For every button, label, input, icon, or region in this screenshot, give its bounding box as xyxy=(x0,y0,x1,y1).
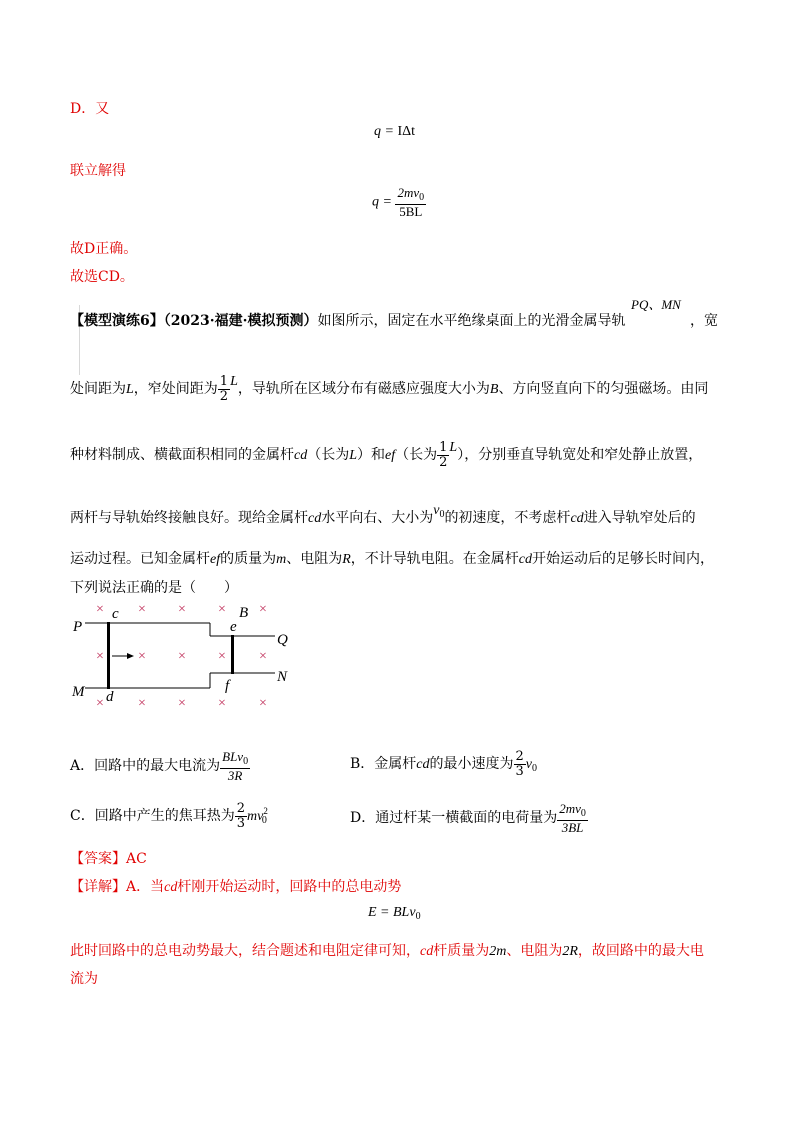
label-d: d xyxy=(106,689,114,705)
label-e: e xyxy=(230,619,237,635)
label-f: f xyxy=(225,678,230,694)
joint-solve-text: 联立解得 xyxy=(70,163,126,179)
velocity-arrowhead xyxy=(127,653,134,659)
problem-source: （2023·福建·模拟预测） xyxy=(163,313,318,329)
problem-line-6: 下列说法正确的是（ ） xyxy=(70,580,238,596)
problem-line-1-end: ，宽 xyxy=(690,313,718,329)
field-mark: × xyxy=(178,649,186,664)
field-mark: × xyxy=(178,696,186,711)
field-mark: × xyxy=(96,649,104,664)
solution-line-d: D．又 xyxy=(70,101,110,117)
rail-circuit-figure xyxy=(70,598,300,718)
field-mark: × xyxy=(96,696,104,711)
field-mark: × xyxy=(138,696,146,711)
problem-line-3: 种材料制成、横截面积相同的金属杆cd（长为L）和ef（长为 $\frac{1}{2}$ L），分别垂直导轨宽处和窄处静止放置， xyxy=(70,439,703,470)
label-n: N xyxy=(277,669,288,685)
conclusion-cd: 故选CD。 xyxy=(70,269,134,285)
equation-charge-result: q = $\frac{2mv_0}{5BL}$ xyxy=(372,185,425,219)
problem-line-4: 两杆与导轨始终接触良好。现给金属杆cd水平向右、大小为$v_0$的初速度，不考虑杆cd进入导轨窄处后的 xyxy=(70,503,696,526)
option-c[interactable]: C．回路中产生的焦耳热为 $\frac{2}{3}$ $mv^2_0$ xyxy=(70,801,268,831)
option-d[interactable]: D．通过杆某一横截面的电荷量为 $\frac{2mv_0}{3BL}$ xyxy=(350,801,586,835)
answer-label: 【答案】AC xyxy=(70,851,147,867)
field-mark: × xyxy=(96,602,104,617)
field-mark: × xyxy=(218,649,226,664)
label-m: M xyxy=(72,684,85,700)
rod-ef xyxy=(231,635,234,674)
problem-line-5: 运动过程。已知金属杆ef的质量为m、电阻为R，不计导轨电阻。在金属杆cd开始运动后的足够长时间内， xyxy=(70,551,715,567)
problem-line-1: 【模型演练6】（2023·福建·模拟预测）如图所示，固定在水平绝缘桌面上的光滑金属导轨 xyxy=(70,313,626,329)
rails-label: PQ、MN xyxy=(631,297,681,312)
label-q: Q xyxy=(277,632,288,648)
field-mark: × xyxy=(138,602,146,617)
detail-paragraph-2: 流为 xyxy=(70,971,98,987)
field-mark: × xyxy=(218,602,226,617)
rod-cd xyxy=(107,622,110,689)
field-mark: × xyxy=(138,649,146,664)
field-mark: × xyxy=(259,602,267,617)
label-b: B xyxy=(239,605,249,621)
field-mark: × xyxy=(259,696,267,711)
field-mark: × xyxy=(218,696,226,711)
field-mark: × xyxy=(178,602,186,617)
conclusion-d: 故D正确。 xyxy=(70,241,138,257)
label-p: P xyxy=(73,619,83,635)
equation-charge: q = IΔt xyxy=(374,124,416,139)
detail-line: 【详解】A．当cd杆刚开始运动时，回路中的总电动势 xyxy=(70,879,402,895)
detail-paragraph-1: 此时回路中的总电动势最大，结合题述和电阻定律可知，cd杆质量为2m、电阻为2R，故回路中的最大电 xyxy=(70,943,704,959)
problem-tag: 【模型演练6】 xyxy=(70,313,164,329)
problem-line-2: 处间距为L，窄处间距为 $\frac{1}{2}$ L，导轨所在区域分布有磁感应强度大小为B、方向竖直向下的匀强磁场。由同 xyxy=(70,373,709,404)
label-c: c xyxy=(112,606,119,622)
equation-emf: E = BLv$_0$ xyxy=(368,905,421,922)
field-mark: × xyxy=(259,649,267,664)
option-b[interactable]: B．金属杆cd的最小速度为 $\frac{2}{3}$ $v_0$ xyxy=(350,749,538,779)
option-a[interactable]: A．回路中的最大电流为 $\frac{BLv_0}{3R}$ xyxy=(70,749,249,783)
